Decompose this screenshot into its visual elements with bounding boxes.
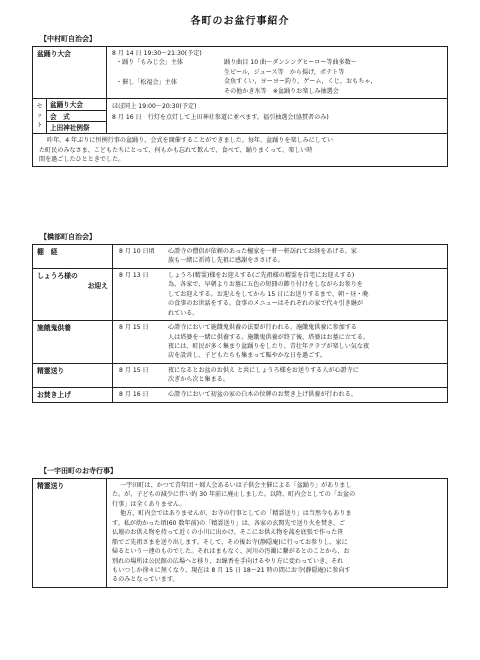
table-row [33, 479, 447, 587]
set-side-label: セ ッ ト [33, 99, 47, 133]
odori-line: ・踊り「もみじ会」主体 踊り曲目 10 曲～ダンシングヒーロー等曲多数～ [116, 59, 357, 67]
row-label: 棚 経 [33, 245, 113, 268]
table-row: 精霊送り 8 月 15 日 夜になるとお盆のお供え と共にしょうろ様をお送りする人が心證寺に 次ぎから次と集まる。 [33, 364, 447, 388]
set-labels: 盆踊り大会 会 式 上田神社例祭 [47, 99, 107, 133]
hashibecho-heading: 【橋部町自治会】 [40, 233, 96, 241]
moyo-block: ・催し「松福会」主体 生ビール，ジュース等 から揚げ，ポテト等 金魚すくい，ヨーヨー釣り，ゲーム，くじ，おもちゃ， その他かき氷等 ※盆踊りお楽しみ抽選会 [116, 68, 377, 95]
hashibecho-table [32, 244, 448, 403]
nakamura-heading: 【中村町自治会】 [40, 35, 96, 43]
bon-odori-label: 盆踊り大会 [33, 47, 107, 98]
table-row: お焚き上げ 8 月 16 日 心證寺において初盆の家の白木の位牌のお焚き上げ供養が行われる。 [33, 388, 447, 403]
table-row: 棚 経 8 月 10 日頃 心證寺の僧侶が依頼のあった檀家を一軒一軒訪れてお経をあげる。家 族も一緒に祈祷し先祖に感謝をささげる。 [33, 245, 447, 269]
bon-odori-row [33, 47, 447, 99]
set-content: ほぼ同上 19:00～20:30(予定) 8 月 16 日 行灯を点灯して上田神社参道に並べます。福引抽選会(協賛者のみ) [112, 103, 329, 122]
ichiudamachi-content: 一宇田町は、かつて青年団・婦人会あるいは子供会主催による「盆踊り」がありまし た。が、子どもの減少に伴い約 30 年前に廃止しました。以降、町内会としての「お盆の 行事」は全くありません。 他方、町内会ではありませんが、お寺の行事としての「精霊送り」は当然今もありま す。私が幼かった頃(60 数年前)の「精霊送り」は、各家の玄関先で送り火を焚き、ご 仏壇のお供え物を持って近くの小川に出かけ、そこにお供え物を菰を底張で作った笹 船でご先祖さまを送り出します。そして、その後お寺(静隠庵)に行ってお参りし、家に 帰るという一連のものでした。それはまもなく、河川の汚濁に繋がるとのことから、お 別れの場所は公民館の広場へと移り、お線香を手向けるやり方に変わっていき、それ もいつしか徐々に無くなり、現在は 8 月 15 日 18～21 時の間にお寺(静隠庵)に参向す るのみとなっています。 [112, 482, 356, 584]
table-row: しょうろ様の お迎え 8 月 13 日 しょうろ(精霊)様をお迎えする(ご先祖様の精霊を自宅にお迎えする) 為、各家で、早朝よりお墓に五色の短冊の飾り付けをしながらお参りを してお迎えする。お迎えをしてから 15 日にお送りするまで、朝・昼・晩 の食事のお世話をする。食事のメニューはそれぞれの家で代々引き継が れている。 [33, 269, 447, 321]
nakamura-table [32, 46, 448, 167]
set-row [33, 99, 447, 134]
ichiudamachi-heading: 【一宇田町のお寺行事】 [40, 467, 117, 475]
row-label: しょうろ様の お迎え [33, 269, 113, 320]
row-label: 精霊送り [33, 364, 113, 387]
ichiudamachi-table [32, 478, 448, 588]
bon-odori-content [107, 47, 447, 98]
table-row: 施餓鬼供養 8 月 15 日 心證寺において施餓鬼供養の法要が行われる。施餓鬼供養に参加する 人は塔婆を一緒に供養する。施餓鬼供養が終了後、塔婆はお墓に立てる。 夜には、町民が多く集まり盆踊りをしたり、青壮年クラブが楽しい気な夜 店を設営し、子どもたちも集まって賑やかな日を過ごす。 [33, 321, 447, 364]
bon-odori-date: 8 月 14 日 19:30～21:30(予定) [112, 50, 202, 57]
row-label: お焚き上げ [33, 388, 113, 403]
nakamura-note: 昨年、4 年ぶりに恒例行事の盆踊り、会式を開催することができました。毎年、盆踊りを楽しみにしてい た町民のみなさま、こどもたちにとって、何もかも忘れて飲んで、食べて、踊りまくって、楽しい時 間を過ごしたひとときでした。 [39, 137, 334, 163]
row-label: 施餓鬼供養 [33, 321, 113, 363]
page-title: 各町のお盆行事紹介 [190, 16, 290, 27]
row-label: 精霊送り [33, 479, 107, 587]
